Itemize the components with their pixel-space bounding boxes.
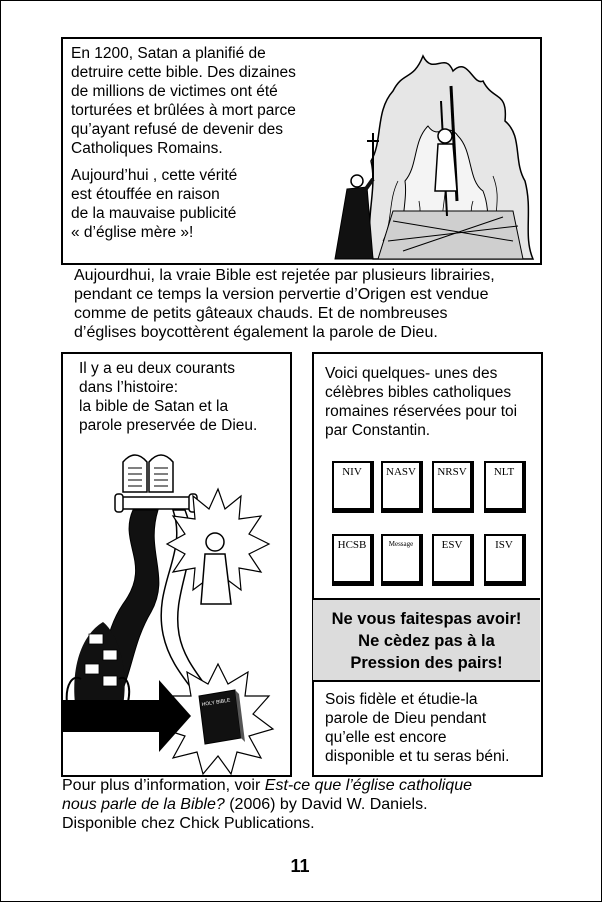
two-streams-text: Il y a eu deux courants dans l’histoire: la bible de Satan et la parole preservée de Dieu.	[79, 360, 258, 434]
top-panel	[61, 37, 542, 265]
middle-caption: Aujourdhui, la vraie Bible est rejetée par plusieurs librairies, pendant ce temps la version pervertie d’Origen est vendue comme de petits gâteaux chauds. Et de nombreuses d’églises boycottèrent également la parole de Dieu.	[74, 267, 495, 341]
two-streams-illustration	[63, 444, 290, 775]
warning-text: Ne vous faitespas avoir! Ne cèdez pas à la Pression des pairs!	[331, 610, 522, 672]
stone-tablets-icon	[123, 455, 173, 492]
bible-isv: ISV	[484, 534, 526, 586]
footer-book-title: Est-ce que l’église catholique nous parle de la Bible?	[62, 777, 472, 813]
footer-prefix: Pour plus d’information, voir	[62, 777, 265, 794]
bible-nlt: NLT	[484, 461, 526, 513]
catholic-bibles-panel	[312, 352, 543, 777]
footer-note	[62, 776, 562, 833]
page-number: 11	[290, 856, 310, 876]
bible-niv: NIV	[332, 461, 374, 513]
two-streams-panel	[61, 352, 292, 777]
catholic-bibles-intro: Voici quelques- unes des célèbres bibles catholiques romaines réservées pour toi par Constantin.	[325, 365, 518, 439]
footer-suffix: (2006) by David W. Daniels. Disponible chez Chick Publications.	[62, 796, 428, 832]
bible-nasv: NASV	[381, 461, 423, 513]
bible-message: Message	[381, 534, 423, 586]
top-panel-text-a: En 1200, Satan a planifié de detruire cette bible. Des dizaines de millions de victimes ont été torturées et brûlées à mort parce qu’ayant refusé de devenir des Catholiques Romains.	[71, 45, 296, 157]
bible-esv: ESV	[432, 534, 474, 586]
catholic-bibles-closing: Sois fidèle et étudie-la parole de Dieu pendant qu’elle est encore disponible et tu seras béni.	[325, 691, 510, 765]
warning-box	[313, 598, 540, 682]
burning-stake-illustration	[333, 41, 538, 261]
holy-bible-icon	[199, 690, 245, 744]
bible-hcsb: HCSB	[332, 534, 374, 586]
bible-nrsv: NRSV	[432, 461, 474, 513]
holy-bible-label: HOLY BIBLE	[201, 697, 231, 708]
top-panel-text-b: Aujourd’hui , cette vérité est étouffée en raison de la mauvaise publicité « d’église mère »!	[71, 167, 238, 241]
